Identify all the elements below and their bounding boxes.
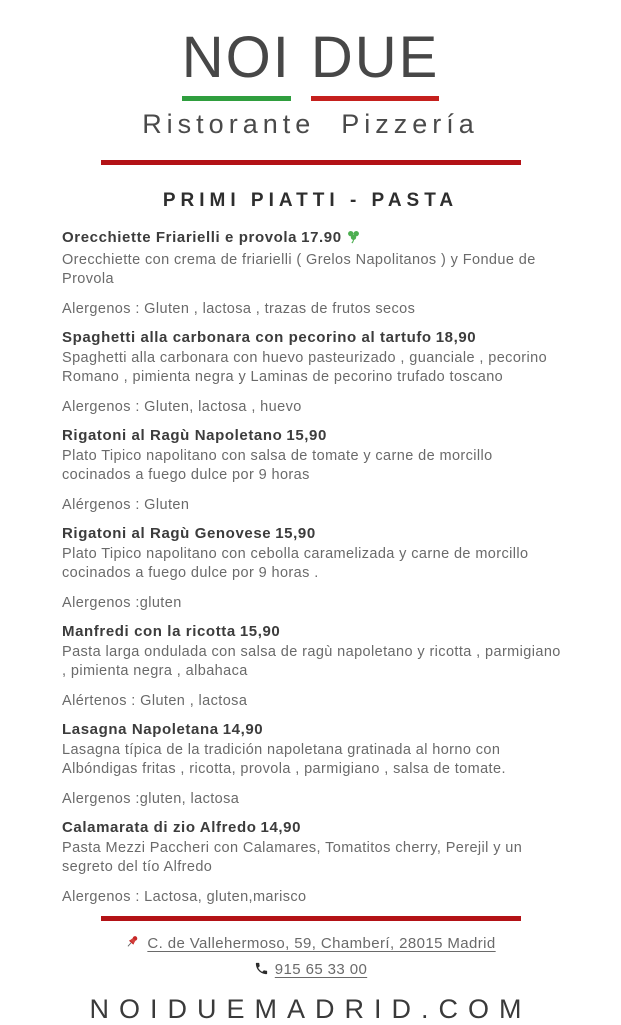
item-description: Pasta larga ondulada con salsa de ragù napoletano y ricotta , parmigiano , pimienta negra , albahaca [62, 643, 561, 679]
item-allergens: Alergenos : Lactosa, gluten,marisco [62, 888, 307, 905]
pushpin-icon [125, 934, 141, 955]
menu-item [62, 328, 561, 417]
item-allergens: Alergenos : Gluten, lactosa , huevo [62, 398, 302, 415]
menu-item [62, 228, 561, 319]
item-name: Rigatoni al Ragù Napoletano [62, 426, 283, 444]
item-name: Lasagna Napoletana [62, 720, 219, 738]
item-price: 15,90 [275, 524, 316, 542]
item-name: Orecchiette Friarielli e provola [62, 228, 298, 246]
item-description: Pasta Mezzi Paccheri con Calamares, Tomatitos cherry, Perejil y un segreto del tío Alfredo [62, 839, 523, 875]
item-name: Rigatoni al Ragù Genovese [62, 524, 272, 542]
item-price: 15,90 [239, 622, 281, 640]
item-title [62, 720, 561, 740]
phone-link[interactable]: 915 65 33 00 [274, 960, 368, 978]
logo-tagline [0, 109, 621, 140]
menu-item [62, 720, 561, 809]
logo-word-noi: NOI [182, 28, 291, 101]
logo-word-due: DUE [311, 28, 439, 101]
item-price: 17.90 [301, 228, 342, 246]
menu-item [62, 818, 561, 907]
item-title [62, 622, 561, 642]
item-description: Orecchiette con crema de friarielli ( Grelos Napolitanos ) y Fondue de Provola [62, 251, 536, 287]
item-allergens: Alergenos :gluten, lactosa [62, 790, 240, 807]
item-title [62, 228, 561, 250]
item-allergens: Alergenos :gluten [62, 594, 182, 611]
item-title [62, 818, 561, 838]
item-allergens: Alergenos : Gluten , lactosa , trazas de frutos secos [62, 300, 416, 317]
phone-icon [254, 961, 269, 981]
item-price: 18,90 [435, 328, 477, 346]
menu-item [62, 524, 561, 613]
restaurant-logo [0, 25, 621, 140]
item-price: 15,90 [286, 426, 327, 444]
item-title [62, 426, 561, 446]
item-description: Lasagna típica de la tradición napoletana gratinada al horno con Albóndigas fritas , ricotta, provola , parmigiano , salsa de tomate. [62, 741, 506, 777]
item-description: Spaghetti alla carbonara con huevo pasteurizado , guanciale , pecorino Romano , pimienta negra y Laminas de pecorino trufado toscano [62, 349, 548, 385]
item-name: Calamarata di zio Alfredo [62, 818, 257, 836]
item-description: Plato Tipico napolitano con salsa de tomate y carne de morcillo cocinados a fuego dulce por 9 horas [62, 447, 493, 483]
phone-line [0, 960, 621, 981]
menu-item [62, 426, 561, 515]
tagline-ristorante: Ristorante [142, 108, 316, 139]
menu-list [0, 228, 621, 907]
item-title [62, 524, 561, 544]
menu-item [62, 622, 561, 711]
item-description: Plato Tipico napolitano con cebolla caramelizada y carne de morcillo cocinados a fuego dulce por 9 horas . [62, 545, 529, 581]
website-text: NOIDUEMADRID.COM [89, 993, 532, 1024]
item-title [62, 328, 561, 348]
top-divider [101, 160, 521, 165]
address-line [0, 934, 621, 955]
item-price: 14,90 [222, 720, 264, 738]
page-title: PRIMI PIATTI - PASTA [162, 189, 459, 211]
logo-name [0, 25, 621, 101]
shamrock-icon [346, 229, 361, 250]
item-price: 14,90 [260, 818, 302, 836]
item-name: Spaghetti alla carbonara con pecorino al tartufo [62, 328, 432, 346]
tagline-pizzeria: Pizzería [341, 108, 479, 139]
address-link[interactable]: C. de Vallehermoso, 59, Chamberí, 28015 Madrid [147, 934, 496, 952]
item-allergens: Alérgenos : Gluten [62, 496, 190, 513]
item-allergens: Alértenos : Gluten , lactosa [62, 692, 248, 709]
footer [0, 916, 621, 1025]
bottom-divider [101, 916, 521, 921]
item-name: Manfredi con la ricotta [62, 622, 236, 640]
